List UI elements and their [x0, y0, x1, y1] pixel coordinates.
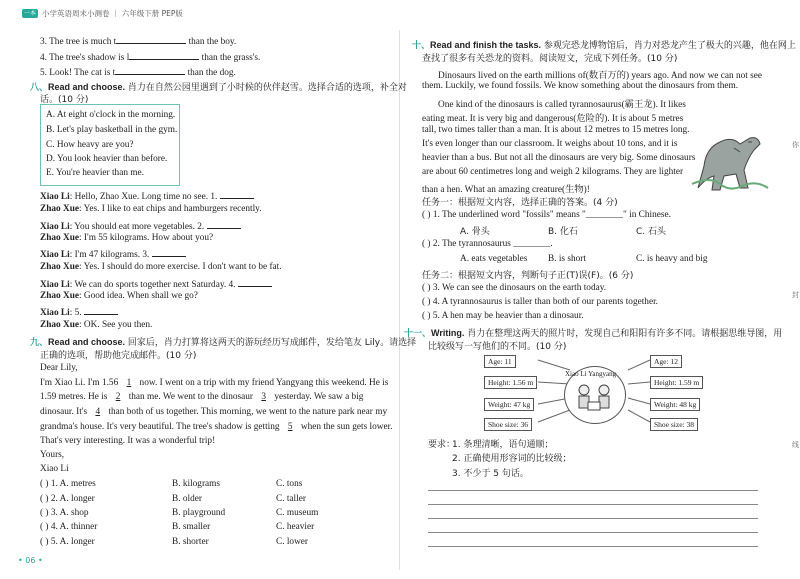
writing-line[interactable] [428, 490, 758, 491]
choice-c: C. lower [276, 537, 309, 547]
q1-option-c: C. 石头 [636, 227, 667, 237]
choice-c: C. tons [276, 479, 303, 489]
requirements-label: 要求： [428, 440, 456, 450]
mind-right-weight: Weight: 48 kg [650, 398, 700, 411]
column-divider [399, 30, 400, 570]
question-1: ( ) 1. The underlined word "fossils" means "________" in Chinese. [422, 210, 671, 220]
tf-question-3: ( ) 3. We can see the dinosaurs on the earth today. [422, 283, 607, 293]
dialog-line: Zhao Xue: Yes. I like to eat chips and hamburgers recently. [40, 204, 262, 214]
writing-line[interactable] [428, 546, 758, 547]
writing-line[interactable] [428, 518, 758, 519]
page-number: • 06 • [18, 556, 43, 565]
passage-line: tall, two times taller than a man. It is about 12 metres to 15 metres long. [422, 125, 690, 135]
passage-line: are about 60 centimetres long and weigh 2 kilograms. They are lighter [422, 167, 684, 177]
writing-line[interactable] [428, 532, 758, 533]
tf-question-5: ( ) 5. A hen may be heavier than a dinosaur. [422, 311, 584, 321]
brand-logo: 一本 [23, 10, 36, 17]
option-a: A. At eight o'clock in the morning. [46, 110, 176, 120]
section-9-title: 九、Read and choose. 回家后，肖力打算将这两天的游玩经历写成邮件，发给笔友 Lily。请选择 [30, 337, 417, 348]
question-2: ( ) 2. The tyrannosaurus ________. [422, 239, 553, 249]
dialog-line: Zhao Xue: OK. See you then. [40, 320, 153, 330]
passage-line: heavier than a bus. But not all the dinosaurs are very big. Some dinosaurs [422, 153, 696, 163]
q1-option-a: A. 骨头 [460, 227, 490, 237]
dialog-line: Zhao Xue: Good idea. When shall we go? [40, 291, 198, 301]
choice-b: B. older [172, 494, 202, 504]
requirement-2: 2. 正确使用形容词的比较级； [452, 454, 572, 464]
section-10-title: 十、Read and finish the tasks. 参观完恐龙博物馆后，肖力对恐龙产生了极大的兴趣，他在网上 [412, 40, 796, 51]
passage-line: One kind of the dinosaurs is called tyrannosaurus(霸王龙). It likes [438, 100, 686, 110]
binding-mark: 封 [792, 291, 799, 299]
section-11-title-cont: 比较级写一写他们的不同。(10 分) [428, 342, 567, 352]
choice-row-4: ( ) 4. A. thinner [40, 522, 98, 532]
mind-left-weight: Weight: 47 kg [484, 398, 534, 411]
option-e: E. You're heavier than me. [46, 168, 144, 178]
q5-line: 5. Look! The cat is t than the dog. [40, 65, 236, 78]
dialog-line: Zhao Xue: Yes. I should do more exercise. I don't want to be fat. [40, 262, 282, 272]
dialog-line: Zhao Xue: I'm 55 kilograms. How about you? [40, 233, 214, 243]
passage-line: Dinosaurs lived on the earth millions of(数百万的) years ago. And now we can not see [438, 71, 763, 81]
passage-line: than a hen. What an amazing creature(生物)! [422, 185, 590, 195]
email-line: 1.59 metres. He is 2 than me. We went to the dinosaur 3 yesterday. We saw a big [40, 392, 364, 402]
mind-center-names: Xiao Li Yangyang [565, 370, 617, 378]
choice-b: B. smaller [172, 522, 211, 532]
section-8-title: 八、Read and choose. 肖力在自然公园里遇到了小时候的伙伴赵雪。选择合适的选项，补全对 [30, 82, 407, 93]
email-greeting: Dear Lily, [40, 363, 78, 373]
choice-b: B. kilograms [172, 479, 221, 489]
passage-line: them. Luckily, we found fossils. We know something about the dinosaurs from them. [422, 81, 739, 91]
passage-line: eating meat. It is very big and dangerous(危险的). It is about 5 metres [422, 114, 684, 124]
page-header [0, 0, 800, 24]
q2-option-c: C. is heavy and big [636, 254, 708, 264]
section-11-title: 十一、Writing. 肖力在整理这两天的照片时，发现自己和阳阳有许多不同。请根据思维导图，用 [404, 328, 783, 339]
dialog-line: Xiao Li: I'm 47 kilograms. 3. [40, 247, 186, 260]
q2-option-b: B. is short [548, 254, 586, 264]
q4-line: 4. The tree's shadow is l than the grass's. [40, 50, 260, 63]
email-sign: Xiao Li [40, 464, 69, 474]
email-line: I'm Xiao Li. I'm 1.56 1 now. I went on a trip with my friend Yangyang this weekend. He is [40, 378, 389, 388]
section-10-title-cont: 查找了很多有关恐龙的资料。阅读短文，完成下列任务。(10 分) [422, 54, 678, 64]
mind-right-shoe: Shoe size: 38 [650, 418, 698, 431]
binding-mark: 线 [792, 441, 799, 449]
children-icon [574, 382, 614, 416]
task-1-title: 任务一：根据短文内容，选择正确的答案。(4 分) [422, 198, 618, 208]
option-b: B. Let's play basketball in the gym. [46, 125, 178, 135]
mind-left-shoe: Shoe size: 36 [484, 418, 532, 431]
option-c: C. How heavy are you? [46, 140, 134, 150]
q3-line: 3. The tree is much t than the boy. [40, 34, 236, 47]
section-9-title-cont: 正确的选项，帮助他完成邮件。(10 分) [40, 351, 197, 361]
dinosaur-illustration [690, 118, 770, 198]
writing-line[interactable] [428, 504, 758, 505]
q1-option-b: B. 化石 [548, 227, 578, 237]
choice-c: C. taller [276, 494, 306, 504]
choice-b: B. shorter [172, 537, 209, 547]
mind-right-age: Age: 12 [650, 355, 682, 368]
section-8-title-cont: 话。(10 分) [40, 95, 89, 105]
dialog-line: Xiao Li: Hello, Zhao Xue. Long time no see. 1. [40, 189, 254, 202]
requirement-3: 3. 不少于 5 句话。 [452, 469, 529, 479]
choice-row-2: ( ) 2. A. longer [40, 494, 95, 504]
mind-right-height: Height: 1.59 m [650, 376, 703, 389]
email-close: Yours, [40, 450, 65, 460]
choice-c: C. museum [276, 508, 319, 518]
q2-option-a: A. eats vegetables [460, 254, 528, 264]
choice-row-5: ( ) 5. A. longer [40, 537, 95, 547]
choice-b: B. playground [172, 508, 226, 518]
choice-row-1: ( ) 1. A. metres [40, 479, 96, 489]
binding-mark: 你 [792, 141, 799, 149]
requirement-1: 1. 条理清晰，语句通顺； [452, 440, 554, 450]
passage-line: It's even longer than our classroom. It weighs about 10 tons, and it is [422, 139, 678, 149]
option-d: D. You look heavier than before. [46, 154, 168, 164]
task-2-title: 任务二：根据短文内容，判断句子正(T)误(F)。(6 分) [422, 271, 634, 281]
email-line: That's very interesting. It was a wonderful trip! [40, 436, 216, 446]
choice-c: C. heavier [276, 522, 315, 532]
tf-question-4: ( ) 4. A tyrannosaurus is taller than both of our parents together. [422, 297, 658, 307]
dialog-line: Xiao Li: 5. [40, 305, 118, 318]
email-line: dinosaur. It's 4 than both of us together. This morning, we went to the nature park near my [40, 407, 388, 417]
dialog-line: Xiao Li: We can do sports together next Saturday. 4. [40, 277, 272, 290]
header-title: 小学英语周末小测卷 ｜ 六年级下册 PEP版 [42, 9, 183, 18]
email-line: grandma's house. It's very beautiful. The tree's shadow is getting 5 when the sun gets lower. [40, 422, 393, 432]
choice-row-3: ( ) 3. A. shop [40, 508, 89, 518]
mind-left-age: Age: 11 [484, 355, 516, 368]
dialog-line: Xiao Li: You should eat more vegetables. 2. [40, 219, 241, 232]
mind-left-height: Height: 1.56 m [484, 376, 537, 389]
